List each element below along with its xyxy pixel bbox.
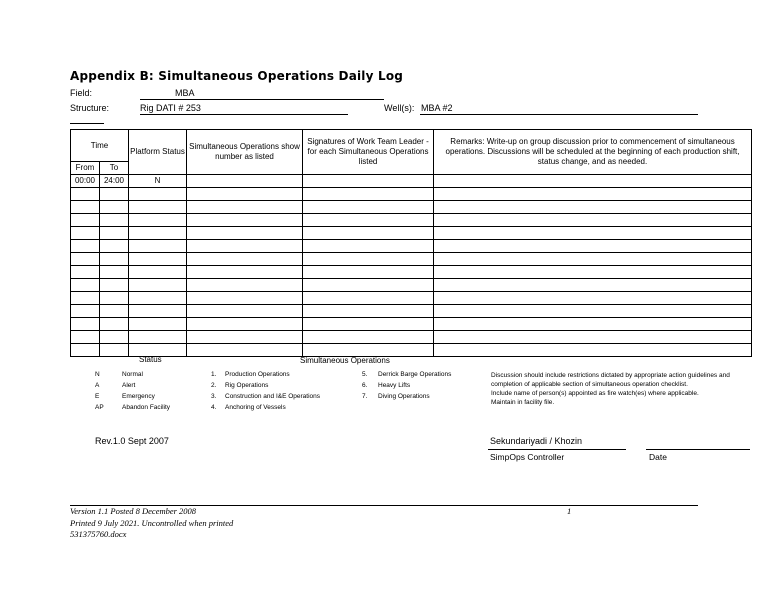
simops-legend-labels-2 [378, 369, 451, 402]
row-signature-cell[interactable] [303, 318, 434, 331]
row-platform-status-cell[interactable] [129, 214, 187, 227]
row-to-cell[interactable] [100, 253, 129, 266]
row-signature-cell[interactable] [303, 188, 434, 201]
row-signature-cell[interactable] [303, 240, 434, 253]
simops-label: Production Operations [225, 371, 290, 378]
table-row [71, 188, 752, 201]
row-to-cell[interactable] [100, 318, 129, 331]
row-from-cell[interactable] [71, 331, 100, 344]
row-remarks-cell[interactable] [434, 175, 752, 188]
footer-version: Version 1.1 Posted 8 December 2008 [70, 506, 197, 516]
table-row [71, 305, 752, 318]
status-code: E [95, 393, 100, 400]
row-signature-cell[interactable] [303, 175, 434, 188]
revision-text: Rev.1.0 Sept 2007 [95, 436, 169, 446]
row-simops-cell[interactable] [187, 175, 303, 188]
row-to-cell[interactable] [100, 240, 129, 253]
row-from-cell[interactable] [71, 188, 100, 201]
status-label: Abandon Facility [122, 404, 171, 411]
simops-legend-nums-1 [211, 369, 223, 413]
status-legend-labels [122, 369, 170, 413]
row-platform-status-cell[interactable] [129, 253, 187, 266]
row-remarks-cell[interactable] [434, 201, 752, 214]
row-platform-status-cell[interactable] [129, 201, 187, 214]
row-to-cell[interactable] [100, 305, 129, 318]
row-platform-status-cell[interactable] [129, 266, 187, 279]
table-row [71, 214, 752, 227]
row-signature-cell[interactable] [303, 253, 434, 266]
row-remarks-cell[interactable] [434, 279, 752, 292]
signer-role: SimpOps Controller [490, 452, 565, 462]
row-from-cell[interactable] [71, 253, 100, 266]
row-platform-status-cell[interactable] [129, 227, 187, 240]
row-from-cell[interactable] [71, 318, 100, 331]
simops-legend-heading: Simultaneous Operations [300, 356, 390, 365]
header-from: From [71, 162, 100, 175]
row-to-cell[interactable] [100, 188, 129, 201]
table-row [71, 175, 752, 188]
row-from-cell[interactable] [71, 214, 100, 227]
row-remarks-cell[interactable] [434, 227, 752, 240]
row-platform-status-cell[interactable] [129, 188, 187, 201]
simops-num: 5. [362, 371, 368, 378]
status-code: AP [95, 404, 104, 411]
signature-line [488, 449, 626, 450]
simops-num: 1. [211, 371, 217, 378]
table-row [71, 344, 752, 357]
signer-name: Sekundariyadi / Khozin [490, 436, 583, 446]
row-signature-cell[interactable] [303, 279, 434, 292]
row-remarks-cell[interactable] [434, 292, 752, 305]
row-to-cell[interactable] [100, 201, 129, 214]
discussion-notes [491, 371, 751, 407]
page-number: 1 [567, 506, 572, 516]
row-to-cell[interactable] [100, 344, 129, 357]
row-remarks-cell[interactable] [434, 253, 752, 266]
row-simops-cell[interactable] [187, 201, 303, 214]
row-platform-status-cell[interactable] [129, 279, 187, 292]
page-title: Appendix B: Simultaneous Operations Daily Log [70, 69, 404, 83]
date-line [646, 449, 750, 450]
row-remarks-cell[interactable] [434, 266, 752, 279]
status-code: N [95, 371, 100, 378]
row-to-cell[interactable] [100, 266, 129, 279]
simops-log-table [70, 129, 752, 357]
row-remarks-cell[interactable] [434, 318, 752, 331]
row-simops-cell[interactable] [187, 253, 303, 266]
simops-legend-nums-2 [362, 369, 374, 402]
note-line: Maintain in facility file. [491, 399, 555, 406]
header-signatures: Signatures of Work Team Leader - for each Simultaneous Operations listed [303, 130, 434, 175]
row-from-cell[interactable] [71, 227, 100, 240]
row-to-cell[interactable] [100, 279, 129, 292]
table-row [71, 227, 752, 240]
simops-num: 2. [211, 382, 217, 389]
field-input[interactable] [140, 88, 384, 100]
row-signature-cell[interactable] [303, 344, 434, 357]
footer-block [70, 506, 233, 541]
status-code: A [95, 382, 100, 389]
row-platform-status-cell[interactable] [129, 318, 187, 331]
header-simultaneous-operations: Simultaneous Operations show number as listed [187, 130, 303, 175]
simops-num: 6. [362, 382, 368, 389]
row-to-cell[interactable] [100, 331, 129, 344]
header-remarks: Remarks: Write-up on group discussion prior to commencement of simultaneous operations. Discussions will be scheduled at the beginning of each production shift, status change, and as needed. [434, 130, 752, 175]
note-line: Discussion should include restrictions dictated by appropriate action guidelines and completion of applicable section of simultaneous operation checklist. [491, 372, 730, 388]
row-platform-status-cell[interactable]: N [129, 175, 187, 188]
row-simops-cell[interactable] [187, 188, 303, 201]
table-row [71, 318, 752, 331]
simops-label: Construction and I&E Operations [225, 393, 321, 400]
row-platform-status-cell[interactable] [129, 331, 187, 344]
row-signature-cell[interactable] [303, 214, 434, 227]
row-remarks-cell[interactable] [434, 188, 752, 201]
row-signature-cell[interactable] [303, 201, 434, 214]
status-label: Normal [122, 371, 143, 378]
field-label: Field: [70, 88, 93, 98]
row-platform-status-cell[interactable] [129, 240, 187, 253]
row-remarks-cell[interactable] [434, 331, 752, 344]
row-from-cell[interactable] [71, 279, 100, 292]
table-row [71, 279, 752, 292]
row-remarks-cell[interactable] [434, 344, 752, 357]
simops-label: Anchoring of Vessels [225, 404, 286, 411]
row-simops-cell[interactable] [187, 266, 303, 279]
footer-filename: 531375760.docx [70, 529, 127, 539]
row-from-cell[interactable] [71, 266, 100, 279]
simops-label: Derrick Barge Operations [378, 371, 452, 378]
row-to-cell[interactable]: 24:00 [100, 175, 129, 188]
row-platform-status-cell[interactable] [129, 292, 187, 305]
row-simops-cell[interactable] [187, 279, 303, 292]
simops-label: Diving Operations [378, 393, 430, 400]
row-simops-cell[interactable] [187, 331, 303, 344]
simops-legend-labels-1 [225, 369, 320, 413]
row-platform-status-cell[interactable] [129, 305, 187, 318]
row-signature-cell[interactable] [303, 292, 434, 305]
row-simops-cell[interactable] [187, 214, 303, 227]
footer-printed: Printed 9 July 2021. Uncontrolled when printed [70, 517, 234, 528]
row-signature-cell[interactable] [303, 266, 434, 279]
simops-num: 3. [211, 393, 217, 400]
row-signature-cell[interactable] [303, 305, 434, 318]
structure-value: Rig DATI # 253 [140, 103, 201, 113]
row-to-cell[interactable] [100, 292, 129, 305]
simops-label: Heavy Lifts [378, 382, 411, 389]
row-simops-cell[interactable] [187, 344, 303, 357]
header-platform-status: Platform Status [129, 130, 187, 175]
table-row [71, 240, 752, 253]
row-remarks-cell[interactable] [434, 240, 752, 253]
status-legend-codes [95, 369, 115, 413]
status-label: Emergency [122, 393, 155, 400]
table-row [71, 292, 752, 305]
status-label: Alert [122, 382, 136, 389]
row-from-cell[interactable] [71, 240, 100, 253]
row-simops-cell[interactable] [187, 318, 303, 331]
date-label: Date [649, 452, 667, 462]
row-signature-cell[interactable] [303, 331, 434, 344]
simops-label: Rig Operations [225, 382, 269, 389]
field-value: MBA [175, 88, 195, 98]
row-simops-cell[interactable] [187, 305, 303, 318]
status-legend-heading: Status [139, 355, 162, 364]
row-from-cell[interactable] [71, 344, 100, 357]
row-to-cell[interactable] [100, 227, 129, 240]
table-row [71, 266, 752, 279]
header-time: Time [71, 130, 129, 162]
table-row [71, 253, 752, 266]
note-line: Include name of person(s) appointed as fire watch(es) where applicable. [491, 390, 699, 397]
table-row [71, 331, 752, 344]
row-from-cell[interactable] [71, 305, 100, 318]
row-simops-cell[interactable] [187, 240, 303, 253]
wells-label: Well(s): [384, 103, 415, 113]
row-to-cell[interactable] [100, 214, 129, 227]
structure-label: Structure: [70, 103, 110, 113]
row-from-cell[interactable] [71, 201, 100, 214]
simops-num: 7. [362, 393, 368, 400]
table-row [71, 201, 752, 214]
row-remarks-cell[interactable] [434, 305, 752, 318]
row-from-cell[interactable]: 00:00 [71, 175, 100, 188]
row-from-cell[interactable] [71, 292, 100, 305]
row-signature-cell[interactable] [303, 227, 434, 240]
wells-value: MBA #2 [421, 103, 453, 113]
header-to: To [100, 162, 129, 175]
row-remarks-cell[interactable] [434, 214, 752, 227]
simops-num: 4. [211, 404, 217, 411]
structure-input[interactable] [140, 103, 348, 115]
row-simops-cell[interactable] [187, 292, 303, 305]
divider [70, 123, 104, 124]
wells-input[interactable] [420, 103, 698, 115]
row-simops-cell[interactable] [187, 227, 303, 240]
